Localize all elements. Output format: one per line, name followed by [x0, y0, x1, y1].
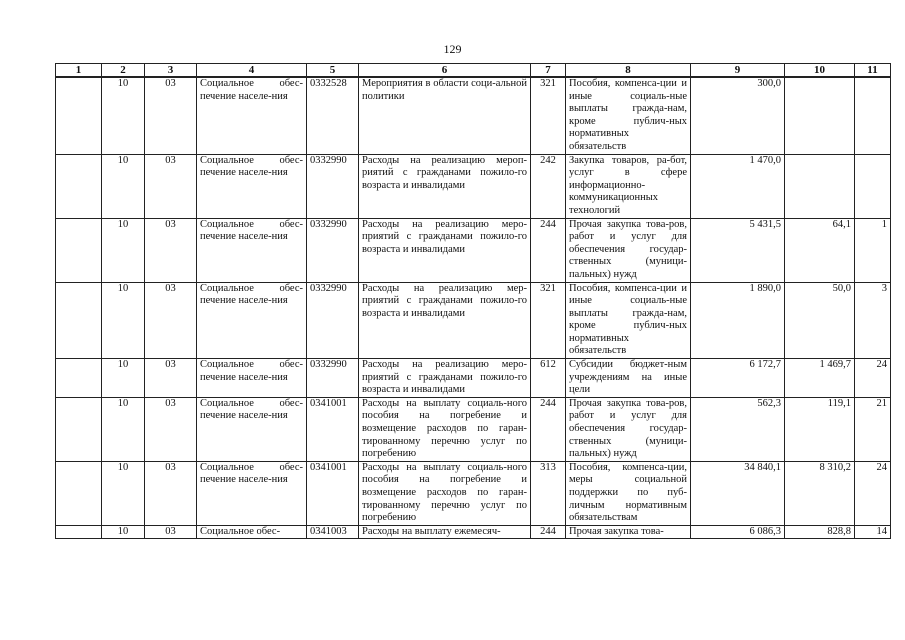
cell-amount-3: 24	[855, 359, 891, 398]
cell-description: Расходы на выплату ежемесяч-	[359, 525, 531, 539]
cell-amount: 34 840,1	[691, 461, 785, 525]
cell-description: Расходы на выплату социаль-ного пособия на погребение и возмещение расходов по гаран-тированному перечню услуг по погребению	[359, 397, 531, 461]
cell-amount: 5 431,5	[691, 218, 785, 282]
cell-target-code: 0332990	[307, 359, 359, 398]
cell-col1	[56, 154, 102, 218]
cell-col1	[56, 461, 102, 525]
cell-expense-type: Пособия, компенса-ции и иные социаль-ные выплаты гражда-нам, кроме публич-ных нормативных обязательств	[566, 282, 691, 359]
cell-expense-type: Прочая закупка това-	[566, 525, 691, 539]
cell-section-name: Социальное обес-печение населе-ния	[197, 218, 307, 282]
column-header: 1	[56, 64, 102, 78]
cell-section: 10	[102, 525, 145, 539]
cell-col1	[56, 397, 102, 461]
cell-section-name: Социальное обес-печение населе-ния	[197, 461, 307, 525]
cell-subsection: 03	[145, 154, 197, 218]
cell-amount: 6 172,7	[691, 359, 785, 398]
cell-target-code: 0341001	[307, 397, 359, 461]
cell-amount-3: 1	[855, 218, 891, 282]
cell-subsection: 03	[145, 461, 197, 525]
cell-subsection: 03	[145, 359, 197, 398]
cell-section: 10	[102, 282, 145, 359]
cell-target-code: 0332528	[307, 77, 359, 154]
cell-amount-2: 828,8	[785, 525, 855, 539]
cell-description: Расходы на выплату социаль-ного пособия на погребение и возмещение расходов по гаран-тированному перечню услуг по погребению	[359, 461, 531, 525]
table-row	[56, 77, 891, 154]
table-row	[56, 461, 891, 525]
cell-amount-2: 50,0	[785, 282, 855, 359]
cell-amount: 300,0	[691, 77, 785, 154]
cell-section-name: Социальное обес-печение населе-ния	[197, 359, 307, 398]
table-row	[56, 397, 891, 461]
cell-section: 10	[102, 359, 145, 398]
cell-expense-type: Пособия, компенса-ции и иные социаль-ные выплаты гражда-нам, кроме публич-ных нормативных обязательств	[566, 77, 691, 154]
cell-col1	[56, 525, 102, 539]
budget-table	[55, 63, 891, 539]
cell-section: 10	[102, 218, 145, 282]
cell-target-code: 0341003	[307, 525, 359, 539]
cell-amount: 562,3	[691, 397, 785, 461]
cell-expense-type: Субсидии бюджет-ным учреждениям на иные цели	[566, 359, 691, 398]
column-header: 2	[102, 64, 145, 78]
column-header: 11	[855, 64, 891, 78]
cell-section-name: Социальное обес-печение населе-ния	[197, 397, 307, 461]
cell-subsection: 03	[145, 77, 197, 154]
cell-description: Расходы на реализацию мер-приятий с гражданами пожило-го возраста и инвалидами	[359, 282, 531, 359]
cell-amount: 1 890,0	[691, 282, 785, 359]
cell-expense-code: 612	[531, 359, 566, 398]
cell-amount-2	[785, 154, 855, 218]
cell-amount-3: 24	[855, 461, 891, 525]
column-header: 6	[359, 64, 531, 78]
cell-description: Расходы на реализацию мероп-риятий с гражданами пожило-го возраста и инвалидами	[359, 154, 531, 218]
cell-expense-code: 244	[531, 218, 566, 282]
cell-expense-type: Прочая закупка това-ров, работ и услуг для обеспечения государ-ственных (муници-пальных) нужд	[566, 397, 691, 461]
cell-description: Расходы на реализацию меро-приятий с гражданами пожило-го возраста и инвалидами	[359, 359, 531, 398]
cell-expense-code: 242	[531, 154, 566, 218]
cell-subsection: 03	[145, 525, 197, 539]
cell-amount: 6 086,3	[691, 525, 785, 539]
cell-section: 10	[102, 461, 145, 525]
column-header: 3	[145, 64, 197, 78]
cell-col1	[56, 282, 102, 359]
cell-amount-3: 14	[855, 525, 891, 539]
cell-section-name: Социальное обес-	[197, 525, 307, 539]
cell-amount-2: 8 310,2	[785, 461, 855, 525]
cell-amount-3	[855, 154, 891, 218]
cell-amount-3: 21	[855, 397, 891, 461]
cell-expense-code: 321	[531, 282, 566, 359]
cell-description: Расходы на реализацию меро-приятий с гражданами пожило-го возраста и инвалидами	[359, 218, 531, 282]
cell-subsection: 03	[145, 218, 197, 282]
cell-amount-3: 3	[855, 282, 891, 359]
column-header: 7	[531, 64, 566, 78]
cell-col1	[56, 359, 102, 398]
cell-section-name: Социальное обес-печение населе-ния	[197, 282, 307, 359]
column-header: 4	[197, 64, 307, 78]
cell-subsection: 03	[145, 397, 197, 461]
cell-col1	[56, 77, 102, 154]
cell-expense-code: 244	[531, 397, 566, 461]
table-row	[56, 218, 891, 282]
column-header: 10	[785, 64, 855, 78]
table-header-row	[56, 64, 891, 78]
page-number: 129	[443, 42, 462, 56]
cell-target-code: 0332990	[307, 154, 359, 218]
cell-expense-code: 244	[531, 525, 566, 539]
cell-section: 10	[102, 77, 145, 154]
cell-expense-code: 321	[531, 77, 566, 154]
table-row	[56, 525, 891, 539]
cell-target-code: 0332990	[307, 218, 359, 282]
table-row	[56, 154, 891, 218]
cell-section: 10	[102, 154, 145, 218]
cell-description: Мероприятия в области соци-альной политики	[359, 77, 531, 154]
cell-expense-type: Закупка товаров, ра-бот, услуг в сфере информационно-коммуникационных технологий	[566, 154, 691, 218]
cell-amount-2: 1 469,7	[785, 359, 855, 398]
cell-subsection: 03	[145, 282, 197, 359]
column-header: 9	[691, 64, 785, 78]
cell-expense-type: Пособия, компенса-ции, меры социальной поддержки по пуб-личным нормативным обязательствам	[566, 461, 691, 525]
cell-expense-type: Прочая закупка това-ров, работ и услуг для обеспечения государ-ственных (муници-пальных) нужд	[566, 218, 691, 282]
cell-amount-2: 119,1	[785, 397, 855, 461]
cell-section: 10	[102, 397, 145, 461]
column-header: 5	[307, 64, 359, 78]
cell-amount: 1 470,0	[691, 154, 785, 218]
cell-amount-2: 64,1	[785, 218, 855, 282]
cell-target-code: 0341001	[307, 461, 359, 525]
cell-col1	[56, 218, 102, 282]
table-row	[56, 359, 891, 398]
table-row	[56, 282, 891, 359]
cell-section-name: Социальное обес-печение населе-ния	[197, 77, 307, 154]
cell-section-name: Социальное обес-печение населе-ния	[197, 154, 307, 218]
cell-amount-2	[785, 77, 855, 154]
cell-amount-3	[855, 77, 891, 154]
cell-target-code: 0332990	[307, 282, 359, 359]
cell-expense-code: 313	[531, 461, 566, 525]
column-header: 8	[566, 64, 691, 78]
